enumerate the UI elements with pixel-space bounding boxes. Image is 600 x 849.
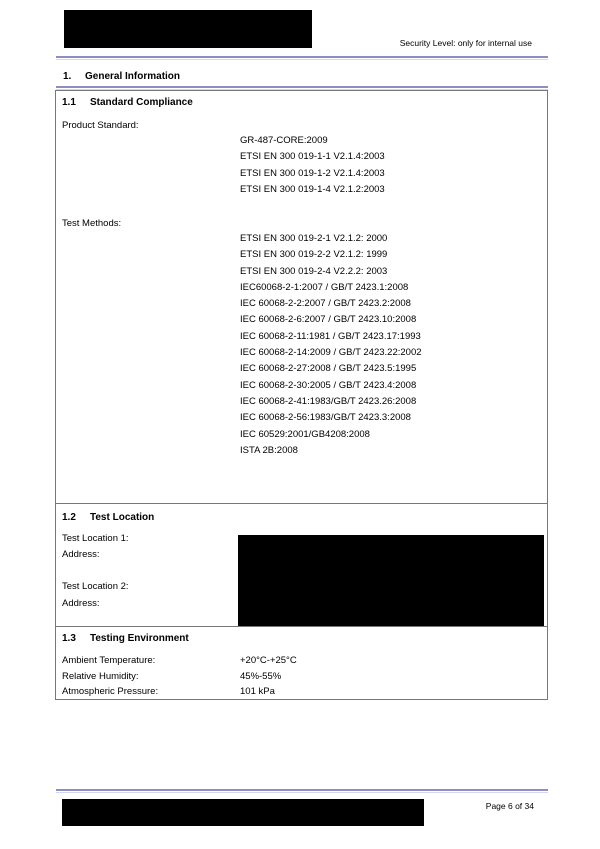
list-item: ETSI EN 300 019-1-1 V2.1.4:2003 — [240, 151, 385, 163]
ambient-temperature-label: Ambient Temperature: — [62, 655, 156, 666]
standard-compliance-heading — [62, 97, 193, 108]
test-location-heading — [62, 512, 154, 523]
list-item: IEC 60068-2-14:2009 / GB/T 2423.22:2002 — [240, 347, 422, 359]
test-location-2-label: Test Location 2: — [62, 581, 129, 592]
list-item: IEC 60068-2-11:1981 / GB/T 2423.17:1993 — [240, 330, 421, 342]
list-item: ETSI EN 300 019-2-2 V2.1.2: 1999 — [240, 249, 388, 261]
subsection-title: Testing Environment — [90, 633, 189, 644]
subsection-title: Standard Compliance — [90, 97, 193, 108]
subsection-number: 1.1 — [62, 97, 76, 108]
product-standard-list — [240, 133, 385, 198]
section-title: General Information — [85, 71, 181, 82]
security-level: Security Level: only for internal use — [399, 38, 532, 48]
address-2-label: Address: — [62, 598, 100, 609]
subsection-title: Test Location — [90, 512, 155, 523]
test-methods-label: Test Methods: — [62, 218, 122, 229]
redacted-logo-block — [64, 10, 312, 48]
list-item: ETSI EN 300 019-2-1 V2.1.2: 2000 — [240, 233, 388, 244]
page-number: Page 6 of 34 — [485, 801, 534, 811]
list-item: IEC60068-2-1:2007 / GB/T 2423.1:2008 — [240, 281, 409, 293]
testing-environment-box — [55, 626, 548, 700]
header-rule — [56, 56, 548, 60]
test-location-box — [55, 503, 548, 627]
ambient-temperature-value: +20°C-+25°C — [240, 655, 297, 666]
subsection-number: 1.2 — [62, 512, 76, 523]
subsection-number: 1.3 — [62, 633, 76, 644]
list-item: ETSI EN 300 019-1-2 V2.1.4:2003 — [240, 167, 385, 179]
test-methods-list — [240, 231, 422, 459]
atmospheric-pressure-label: Atmospheric Pressure: — [62, 686, 159, 697]
relative-humidity-label: Relative Humidity: — [62, 671, 139, 682]
list-item: ETSI EN 300 019-1-4 V2.1.2:2003 — [240, 183, 385, 195]
list-item: IEC 60068-2-41:1983/GB/T 2423.26:2008 — [240, 395, 417, 407]
list-item: ETSI EN 300 019-2-4 V2.2.2: 2003 — [240, 265, 388, 277]
product-standard-label: Product Standard: — [62, 120, 139, 131]
standard-compliance-box — [55, 90, 548, 504]
list-item: IEC 60068-2-6:2007 / GB/T 2423.10:2008 — [240, 314, 417, 326]
section-heading — [63, 71, 180, 82]
section-number: 1. — [63, 71, 72, 82]
footer-rule — [56, 789, 548, 793]
list-item: ISTA 2B:2008 — [240, 444, 298, 456]
list-item: GR-487-CORE:2009 — [240, 135, 328, 146]
redacted-address-block — [238, 535, 544, 626]
list-item: IEC 60068-2-27:2008 / GB/T 2423.5:1995 — [240, 363, 417, 375]
test-location-1-label: Test Location 1: — [62, 533, 129, 544]
relative-humidity-value: 45%-55% — [240, 671, 282, 682]
list-item: IEC 60068-2-30:2005 / GB/T 2423.4:2008 — [240, 379, 417, 391]
list-item: IEC 60529:2001/GB4208:2008 — [240, 428, 370, 440]
list-item: IEC 60068-2-2:2007 / GB/T 2423.2:2008 — [240, 298, 411, 310]
testing-environment-heading — [62, 633, 189, 644]
address-1-label: Address: — [62, 549, 100, 560]
list-item: IEC 60068-2-56:1983/GB/T 2423.3:2008 — [240, 412, 411, 424]
redacted-footer-block — [62, 799, 424, 826]
atmospheric-pressure-value: 101 kPa — [240, 686, 275, 697]
